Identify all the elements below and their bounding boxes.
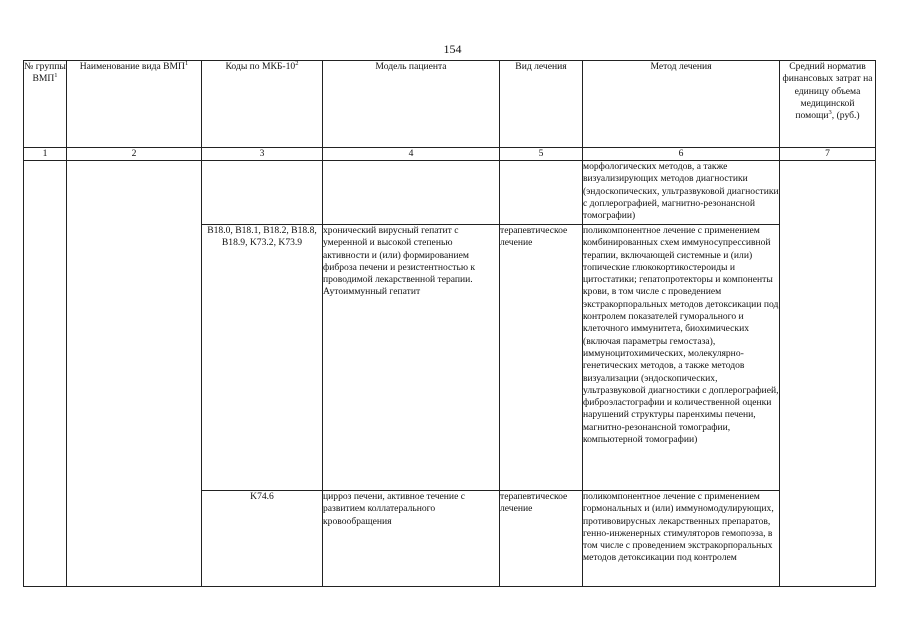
column-number: 4	[323, 148, 500, 161]
header-treatment-method: Метод лечения	[583, 61, 780, 148]
header-icd-codes: Коды по МКБ-$10^2$	[202, 61, 323, 148]
table-row	[24, 161, 876, 225]
patient-model-cell	[323, 161, 500, 225]
column-number: 6	[583, 148, 780, 161]
header-cost-standard: Средний норматив финансовых затрат на единицу объема медицинской помощи$^3$, (руб.)	[780, 61, 876, 148]
header-row	[24, 61, 876, 148]
icd-codes-cell	[202, 161, 323, 225]
group-number-cell	[24, 161, 67, 587]
treatment-type-cell: терапевтическое лечение	[500, 491, 583, 587]
column-number: 1	[24, 148, 67, 161]
patient-model-cell: цирроз печени, активное течение с развитием коллатерального кровообращения	[323, 491, 500, 587]
patient-model-cell: хронический вирусный гепатит с умеренной и высокой степенью активности и (или) формированием фиброза печени и резистентностью к проводимой лекарственной терапии. Аутоиммунный гепатит	[323, 225, 500, 491]
column-number: 5	[500, 148, 583, 161]
header-vmp-name: Наименование вида ВМП$^1$	[67, 61, 202, 148]
icd-codes-cell: B18.0, B18.1, B18.2, B18.8, B18.9, K73.2, K73.9	[202, 225, 323, 491]
column-number: 2	[67, 148, 202, 161]
vmp-name-cell	[67, 161, 202, 587]
vmp-table	[23, 60, 876, 587]
column-number: 7	[780, 148, 876, 161]
header-group-number: № группы ВМП$^1$	[24, 61, 67, 148]
treatment-method-cell: поликомпонентное лечение с применением комбинированных схем иммуносупрессивной терапии, включающей системные и (или) топические глюкокортикостероиды и цитостатики; гепатопротекторы и компоненты крови, в том числе с проведением экстракорпоральных методов детоксикации под контролем показателей гуморального и клеточного иммунитета, биохимических (включая параметры гемостаза), иммуноцитохимических, молекулярно-генетических методов, а также методов визуализации (эндоскопических, ультразвуковой диагностики с доплерографией, фиброэластографии и количественной оценки нарушений структуры паренхимы печени, магнитно-резонансной томографии, компьютерной томографии)	[583, 225, 780, 491]
treatment-method-cell: морфологических методов, а также визуализирующих методов диагностики (эндоскопических, ультразвуковой диагностики с доплерографией, магнитно-резонансной томографии)	[583, 161, 780, 225]
page-number: 154	[443, 42, 462, 56]
header-patient-model: Модель пациента	[323, 61, 500, 148]
header-treatment-type: Вид лечения	[500, 61, 583, 148]
treatment-type-cell: терапевтическое лечение	[500, 225, 583, 491]
treatment-method-cell: поликомпонентное лечение с применением гормональных и (или) иммуномодулирующих, противовирусных лекарственных препаратов, генно-инженерных стимуляторов гемопоэза, в том числе с проведением экстракорпоральных методов детоксикации под контролем	[583, 491, 780, 587]
treatment-type-cell	[500, 161, 583, 225]
icd-codes-cell: K74.6	[202, 491, 323, 587]
column-number: 3	[202, 148, 323, 161]
cost-cell	[780, 161, 876, 587]
column-number-row	[24, 148, 876, 161]
